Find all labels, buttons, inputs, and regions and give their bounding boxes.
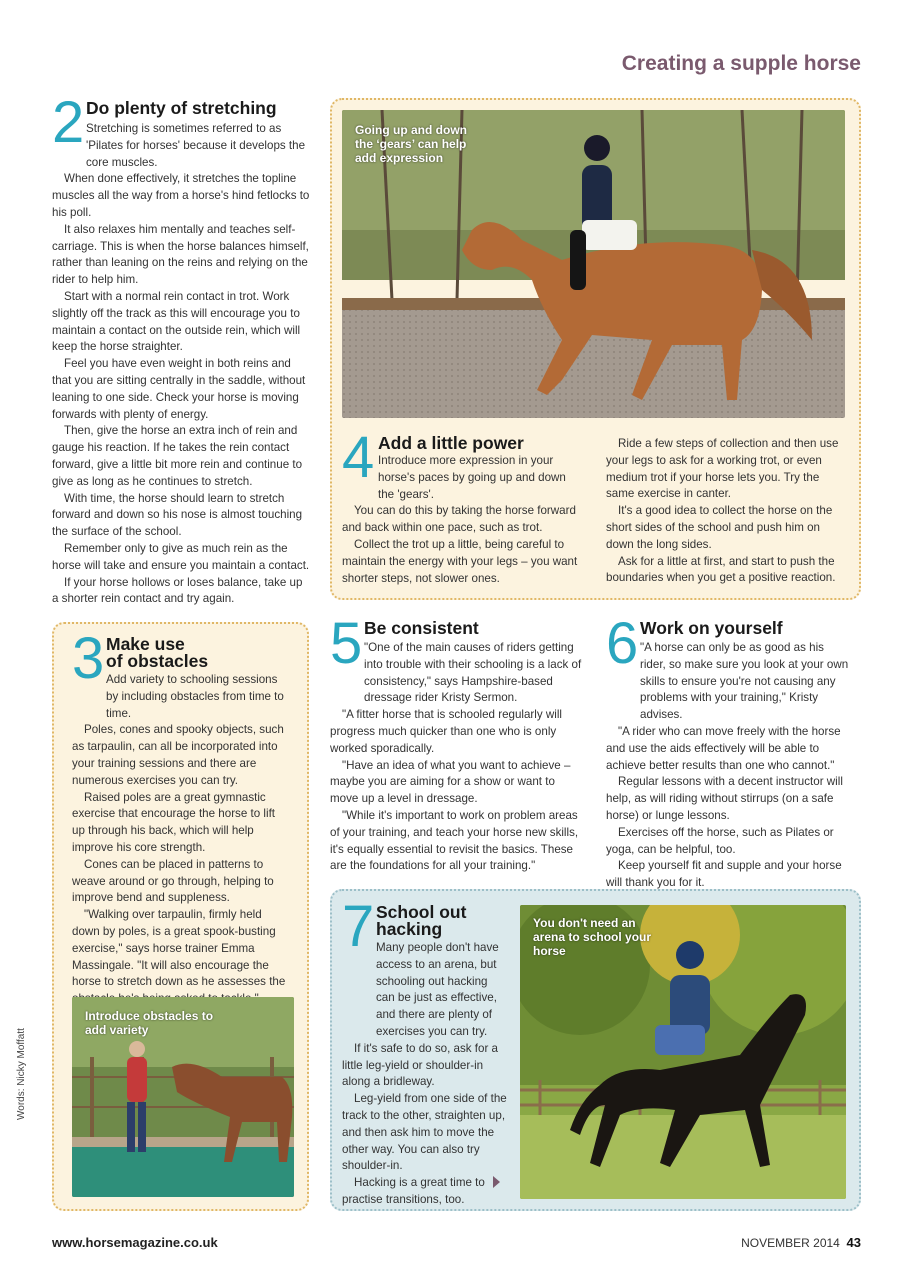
paragraph: When done effectively, it stretches the topline muscles all the way from a horse's hind fetlocks to his poll. [52,172,310,219]
paragraph: Start with a normal rein contact in trot. Work slightly off the track as this will encourage you to maintain a contact on the outside rein, which will keep the horse straighter. [52,289,301,354]
paragraph: It also relaxes him mentally and teaches self-carriage. This is when the horse balances himself, rather than leaning on the reins and relying on the rider to help him. [52,222,309,287]
paragraph: Leg-yield from one side of the track to the other, straighten up, and then ask him to move the other way. You can also try shoulder-in. [342,1092,507,1173]
section-number: 6 [606,611,639,676]
paragraph: Poles, cones and spooky objects, such as tarpaulin, can all be incorporated into your training sessions and there are numerous exercises you can try. [72,723,284,787]
section-body [52,121,310,608]
paragraph: Ask for a little at first, and start to push the boundaries when you get a positive reaction. [606,554,836,585]
page-number: 43 [846,1235,861,1250]
paragraph: Keep yourself fit and supple and your horse will thank you for it. [606,859,842,890]
paragraph: "A horse can only be as good as his rider, so make sure you look at your own skills to ensure you're not causing any problems with your training," Kristy advises. [640,641,849,722]
paragraph: Then, give the horse an extra inch of rein and gauge his reaction. If he takes the rein contact forward, give a little bit more rein and continue to give as long as he continues to stretch. [52,424,303,488]
paragraph: Exercises off the horse, such as Pilates or yoga, can be helpful, too. [606,825,834,856]
end-arrow-icon [493,1176,500,1188]
running-head: Creating a supple horse [621,52,861,75]
paragraph: Raised poles are a great gymnastic exercise that encourage the horse to lift up through his back, which will help improve his core strength. [72,790,276,854]
paragraph: If it's safe to do so, ask for a little leg-yield or shoulder-in along a bridleway. [342,1041,498,1089]
section-body [342,940,508,1209]
photo-caption: You don't need an arena to school your horse [533,916,652,958]
paragraph: Introduce more expression in your horse's paces by going up and down the 'gears'. [378,454,566,501]
section-2 [52,90,310,608]
section-title: Be consistent [364,618,479,638]
section-title-line-2: hacking [376,919,443,939]
paragraph: Ride a few steps of collection and then use your legs to ask for a working trot, or even medium trot if your horse lets you. Try the same exercise in canter. [606,437,839,501]
section-7 [342,894,508,1209]
paragraph: Stretching is sometimes referred to as 'Pilates for horses' because it develops the core muscles. [86,122,306,169]
section-title: Work on yourself [640,618,783,638]
paragraph: Regular lessons with a decent instructor will help, as will riding without stirrups (on a safe horse) or lunge lessons. [606,775,843,822]
paragraph: It's a good idea to collect the horse on the short sides of the school and push him on down the long sides. [606,504,833,551]
section-body [330,640,582,875]
photo-dressage-trot [342,110,845,418]
section-6 [606,611,852,892]
section-body [72,672,290,1008]
paragraph: If your horse hollows or loses balance, take up a shorter rein contact and try again. [52,575,303,606]
section-number: 7 [342,894,375,959]
paragraph: "One of the main causes of riders getting into trouble with their schooling is a lack of consistency," says Hampshire-based dressage rider Kristy Sermon. [364,641,582,705]
paragraph: Cones can be placed in patterns to weave around or go through, helping to improve bend and suppleness. [72,857,274,905]
paragraph: Feel you have even weight in both reins and that you are sitting centrally in the saddle, without leaning to one side. Check your horse is moving forwards with plenty of energy. [52,357,306,421]
section-5 [330,611,582,875]
section-title: Add a little power [378,433,524,453]
paragraph: You can do this by taking the horse forward and back within one pace, such as trot. [342,504,576,535]
section-number: 5 [330,611,363,676]
paragraph: "Walking over tarpaulin, firmly held down by poles, is a great spook-busting exercise," says horse trainer Emma Massingale. "It will also encourage the horse to stretch down as he assesses the [72,908,286,989]
paragraph: Remember only to give as much rein as the horse will take and ensure you maintain a contact. [52,541,310,572]
footer-url: www.horsemagazine.co.uk [52,1235,218,1250]
paragraph: With time, the horse should learn to stretch forward and down so his nose is almost touching the surface of the school. [52,491,303,539]
section-4-col-1 [342,453,582,587]
section-4-col-2 [606,436,844,587]
paragraph: "While it's important to work on problem areas of your training, and teach your horse new skills, it's equally essential to revisit the basics. These are the foundations for all your training." [330,808,579,873]
section-body [606,640,852,892]
photo-obstacles [72,997,294,1197]
section-title-line-1: Make use [106,634,185,654]
paragraph: Hacking is a great time to practise transitions, too. [342,1176,485,1206]
photo-caption: Going up and down the ‘gears’ can help add expression [355,123,467,165]
section-3 [72,626,290,1008]
issue-date: NOVEMBER 2014 [741,1236,840,1250]
author-credit: Words: Nicky Moffatt [16,1028,27,1120]
paragraph: Collect the trot up a little, being careful to maintain the energy with your legs – you want shorter steps, not slower ones. [342,537,578,585]
section-number: 2 [52,90,85,155]
footer-date-page [741,1235,861,1250]
section-number: 3 [72,626,105,691]
paragraph: "A rider who can move freely with the horse and use the aids effectively will be able to achieve better results than one who cannot." [606,724,841,772]
paragraph: Many people don't have access to an arena, but schooling out hacking can be just as effective, and there are plenty of exercises you can try. [376,941,499,1038]
photo-hacking [520,905,846,1199]
photo-caption: Introduce obstacles to add variety [85,1009,214,1037]
section-title-line-2: of obstacles [106,651,209,671]
section-number: 4 [342,425,375,490]
section-title: Do plenty of stretching [86,98,277,118]
section-title-line-1: School out [376,902,467,922]
paragraph: Add variety to schooling sessions by including obstacles from time to time. [106,673,284,720]
paragraph: "A fitter horse that is schooled regularly will progress much quicker than one who is only worked sporadically. [330,708,562,755]
paragraph: "Have an idea of what you want to achieve – maybe you are aiming for a show or want to move up a level in dressage. [330,758,571,806]
